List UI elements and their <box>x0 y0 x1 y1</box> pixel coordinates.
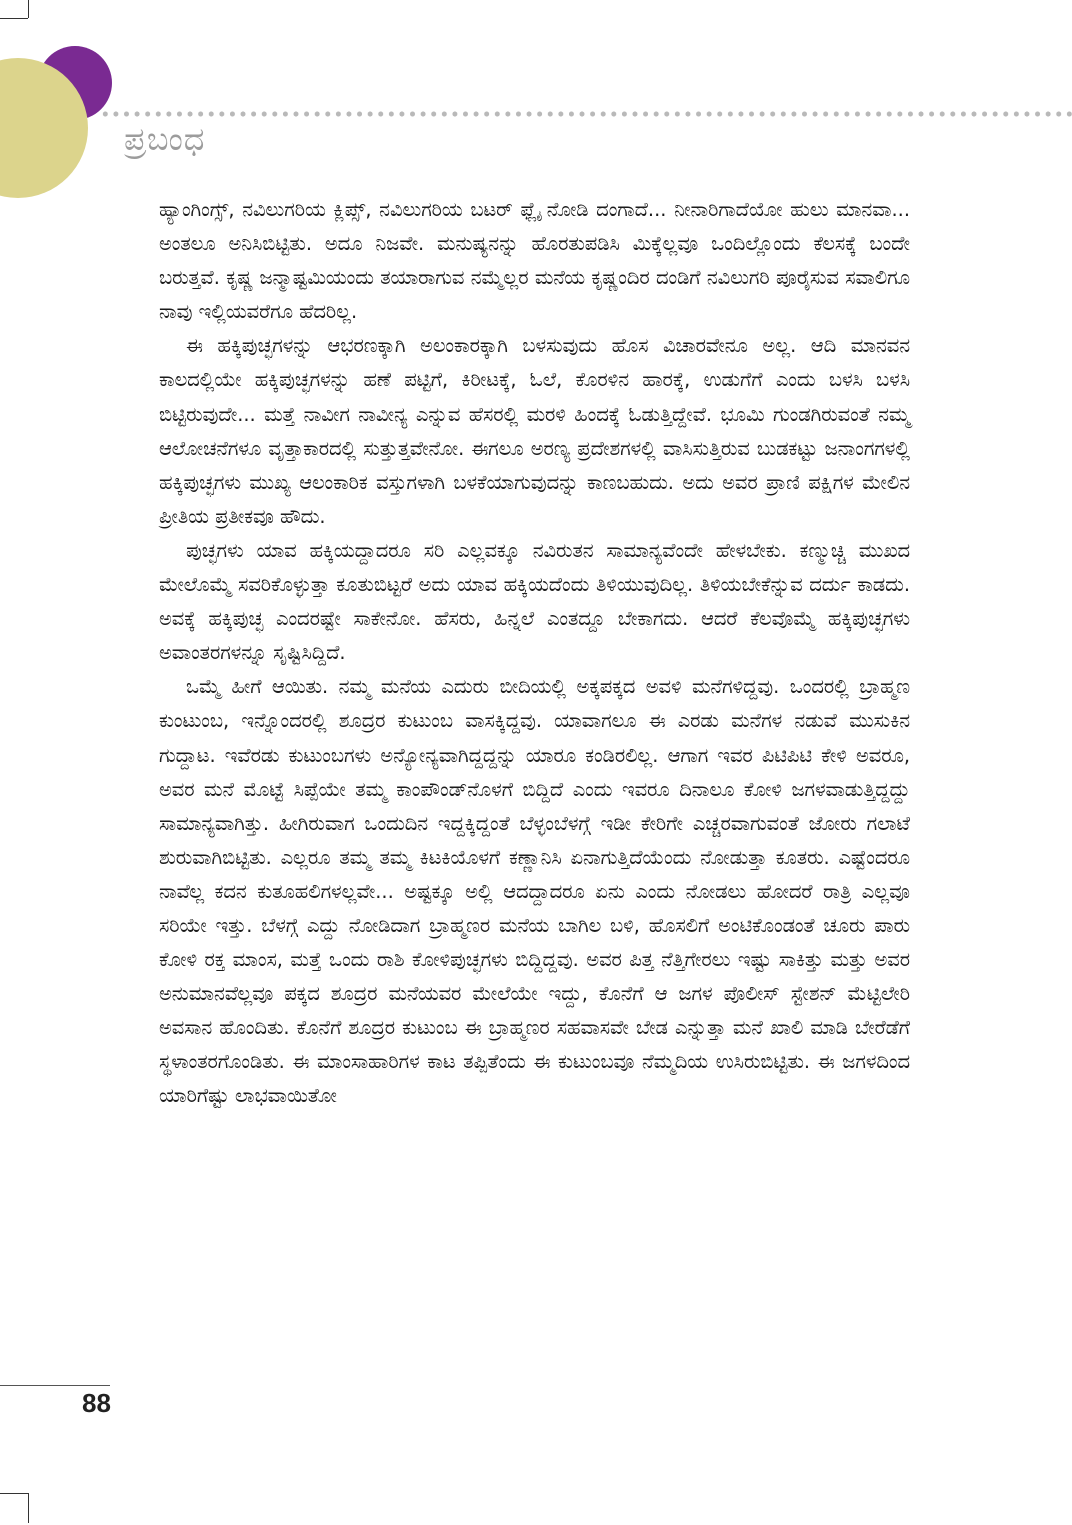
crop-mark-top-left-vertical <box>28 0 29 18</box>
section-title: ಪ್ರಬಂಧ <box>124 120 206 158</box>
paragraph: ಈ ಹಕ್ಕಿಪುಚ್ಛಗಳನ್ನು ಆಭರಣಕ್ಕಾಗಿ ಅಲಂಕಾರಕ್ಕಾಗಿ ಬಳಸುವುದು ಹೊಸ ವಿಚಾರವೇನೂ ಅಲ್ಲ. ಆದಿ ಮಾನವನ ಕಾಲದಲ್ಲಿಯೇ ಹಕ್ಕಿಪುಚ್ಛಗಳನ್ನು ಹಣೆ ಪಟ್ಟಿಗೆ, ಕಿರೀಟಕ್ಕೆ, ಓಲೆ, ಕೊರಳಿನ ಹಾರಕ್ಕೆ, ಉಡುಗೆಗೆ ಎಂದು ಬಳಸಿ ಬಳಸಿ ಬಿಟ್ಟಿರುವುದೇ... ಮತ್ತೆ ನಾವೀಗ ನಾವೀನ್ಯ ಎನ್ನುವ ಹೆಸರಲ್ಲಿ ಮರಳಿ ಹಿಂದಕ್ಕೆ ಓಡುತ್ತಿದ್ದೇವೆ. ಭೂಮಿ ಗುಂಡಗಿರುವಂತೆ ನಮ್ಮ ಆಲೋಚನೆಗಳೂ ವೃತ್ತಾಕಾರದಲ್ಲಿ ಸುತ್ತುತ್ತವೇನೋ. ಈಗಲೂ ಅರಣ್ಯ ಪ್ರದೇಶಗಳಲ್ಲಿ ವಾಸಿಸುತ್ತಿರುವ ಬುಡಕಟ್ಟು ಜನಾಂಗಗಳಲ್ಲಿ ಹಕ್ಕಿಪುಚ್ಛಗಳು ಮುಖ್ಯ ಆಲಂಕಾರಿಕ ವಸ್ತುಗಳಾಗಿ ಬಳಕೆಯಾಗುವುದನ್ನು ಕಾಣಬಹುದು. ಅದು ಅವರ ಪ್ರಾಣಿ ಪಕ್ಷಿಗಳ ಮೇಲಿನ ಪ್ರೀತಿಯ ಪ್ರತೀಕವೂ ಹೌದು. <box>159 334 910 528</box>
paragraph: ಒಮ್ಮೆ ಹೀಗೆ ಆಯಿತು. ನಮ್ಮ ಮನೆಯ ಎದುರು ಬೀದಿಯಲ್ಲಿ ಅಕ್ಕಪಕ್ಕದ ಅವಳಿ ಮನೆಗಳಿದ್ದವು. ಒಂದರಲ್ಲಿ ಬ್ರಾಹ್ಮಣ ಕುಂಟುಂಬ, ಇನ್ನೊಂದರಲ್ಲಿ ಶೂದ್ರರ ಕುಟುಂಬ ವಾಸಕ್ಕಿದ್ದವು. ಯಾವಾಗಲೂ ಈ ಎರಡು ಮನೆಗಳ ನಡುವೆ ಮುಸುಕಿನ ಗುದ್ದಾಟ. ಇವೆರಡು ಕುಟುಂಬಗಳು ಅನ್ಯೋನ್ಯವಾಗಿದ್ದದ್ದನ್ನು ಯಾರೂ ಕಂಡಿರಲಿಲ್ಲ. ಆಗಾಗ ಇವರ ಪಿಟಿಪಿಟಿ ಕೇಳಿ ಅವರೂ, ಅವರ ಮನೆ ಮೊಟ್ಟೆ ಸಿಪ್ಪೆಯೇ ತಮ್ಮ ಕಾಂಪೌಂಡ್‌ನೊಳಗೆ ಬಿದ್ದಿದೆ ಎಂದು ಇವರೂ ದಿನಾಲೂ ಕೋಳಿ ಜಗಳವಾಡುತ್ತಿದ್ದದ್ದು ಸಾಮಾನ್ಯವಾಗಿತ್ತು. ಹೀಗಿರುವಾಗ ಒಂದುದಿನ ಇದ್ದಕ್ಕಿದ್ದಂತೆ ಬೆಳ್ಳಂಬೆಳಗ್ಗೆ ಇಡೀ ಕೇರಿಗೇ ಎಚ್ಚರವಾಗುವಂತೆ ಜೋರು ಗಲಾಟೆ ಶುರುವಾಗಿಬಿಟ್ಟಿತು. ಎಲ್ಲರೂ ತಮ್ಮ ತಮ್ಮ ಕಿಟಕಿಯೊಳಗೆ ಕಣ್ಣಾನಿಸಿ ಏನಾಗುತ್ತಿದೆಯೆಂದು ನೋಡುತ್ತಾ ಕೂತರು. ಎಷ್ಟೆಂದರೂ ನಾವೆಲ್ಲ ಕದನ ಕುತೂಹಲಿಗಳಲ್ಲವೇ... ಅಷ್ಟಕ್ಕೂ ಅಲ್ಲಿ ಆದದ್ದಾದರೂ ಏನು ಎಂದು ನೋಡಲು ಹೋದರೆ ರಾತ್ರಿ ಎಲ್ಲವೂ ಸರಿಯೇ ಇತ್ತು. ಬೆಳಗ್ಗೆ ಎದ್ದು ನೋಡಿದಾಗ ಬ್ರಾಹ್ಮಣರ ಮನೆಯ ಬಾಗಿಲ ಬಳಿ, ಹೊಸಲಿಗೆ ಅಂಟಿಕೊಂಡಂತೆ ಚೂರು ಪಾರು ಕೋಳಿ ರಕ್ತ ಮಾಂಸ, ಮತ್ತೆ ಒಂದು ರಾಶಿ ಕೋಳಿಪುಚ್ಛಗಳು ಬಿದ್ದಿದ್ದವು. ಅವರ ಪಿತ್ತ ನೆತ್ತಿಗೇರಲು ಇಷ್ಟು ಸಾಕಿತ್ತು ಮತ್ತು ಅವರ ಅನುಮಾನವೆಲ್ಲವೂ ಪಕ್ಕದ ಶೂದ್ರರ ಮನೆಯವರ ಮೇಲೆಯೇ ಇದ್ದು, ಕೊನೆಗೆ ಆ ಜಗಳ ಪೊಲೀಸ್ ಸ್ಟೇಶನ್ ಮೆಟ್ಟಿಲೇರಿ ಅವಸಾನ ಹೊಂದಿತು. ಕೊನೆಗೆ ಶೂದ್ರರ ಕುಟುಂಬ ಈ ಬ್ರಾಹ್ಮಣರ ಸಹವಾಸವೇ ಬೇಡ ಎನ್ನುತ್ತಾ ಮನೆ ಖಾಲಿ ಮಾಡಿ ಬೇರೆಡೆಗೆ ಸ್ಥಳಾಂತರಗೊಂಡಿತು. ಈ ಮಾಂಸಾಹಾರಿಗಳ ಕಾಟ ತಪ್ಪಿತೆಂದು ಈ ಕುಟುಂಬವೂ ನೆಮ್ಮದಿಯ ಉಸಿರುಬಿಟ್ಟಿತು. ಈ ಜಗಳದಿಂದ ಯಾರಿಗೆಷ್ಟು ಲಾಭವಾಯಿತೋ <box>159 675 910 1108</box>
crop-mark-bottom-left-vertical <box>28 1493 29 1523</box>
paragraph: ಹ್ಯಾಂಗಿಂಗ್ಸ್, ನವಿಲುಗರಿಯ ಕ್ಲಿಪ್ಸ್, ನವಿಲುಗರಿಯ ಬಟರ್ ಫ್ಲೈ ನೋಡಿ ದಂಗಾದೆ... ನೀನಾರಿಗಾದೆಯೋ ಹುಲು ಮಾನವಾ... ಅಂತಲೂ ಅನಿಸಿಬಿಟ್ಟಿತು. ಅದೂ ನಿಜವೇ. ಮನುಷ್ಯನನ್ನು ಹೊರತುಪಡಿಸಿ ಮಿಕ್ಕೆಲ್ಲವೂ ಒಂದಿಲ್ಲೊಂದು ಕೆಲಸಕ್ಕೆ ಬಂದೇ ಬರುತ್ತವೆ. ಕೃಷ್ಣ ಜನ್ಮಾಷ್ಟಮಿಯಂದು ತಯಾರಾಗುವ ನಮ್ಮೆಲ್ಲರ ಮನೆಯ ಕೃಷ್ಣಂದಿರ ದಂಡಿಗೆ ನವಿಲುಗರಿ ಪೂರೈಸುವ ಸವಾಲಿಗೂ ನಾವು ಇಲ್ಲಿಯವರೆಗೂ ಹೆದರಿಲ್ಲ. <box>159 198 910 324</box>
crop-mark-bottom-left-horizontal <box>0 1493 28 1494</box>
crop-mark-top-left-horizontal <box>0 18 28 19</box>
paragraph: ಪುಚ್ಛಗಳು ಯಾವ ಹಕ್ಕಿಯದ್ದಾದರೂ ಸರಿ ಎಲ್ಲವಕ್ಕೂ ನವಿರುತನ ಸಾಮಾನ್ಯವೆಂದೇ ಹೇಳಬೇಕು. ಕಣ್ಮುಚ್ಚಿ ಮುಖದ ಮೇಲೊಮ್ಮೆ ಸವರಿಕೊಳ್ಳುತ್ತಾ ಕೂತುಬಿಟ್ಟರೆ ಅದು ಯಾವ ಹಕ್ಕಿಯದೆಂದು ತಿಳಿಯುವುದಿಲ್ಲ. ತಿಳಿಯಬೇಕೆನ್ನುವ ದರ್ದು ಕಾಡದು. ಅವಕ್ಕೆ ಹಕ್ಕಿಪುಚ್ಛ ಎಂದರಷ್ಟೇ ಸಾಕೇನೋ. ಹೆಸರು, ಹಿನ್ನಲೆ ಎಂತದ್ದೂ ಬೇಕಾಗದು. ಆದರೆ ಕೆಲವೊಮ್ಮೆ ಹಕ್ಕಿಪುಚ್ಛಗಳು ಅವಾಂತರಗಳನ್ನೂ ಸೃಷ್ಟಿಸಿದ್ದಿದೆ. <box>159 538 910 665</box>
footer-rule <box>0 1385 110 1386</box>
article-body <box>159 193 910 1114</box>
page-number: 88 <box>82 1388 111 1418</box>
dotted-rule <box>100 111 1072 117</box>
